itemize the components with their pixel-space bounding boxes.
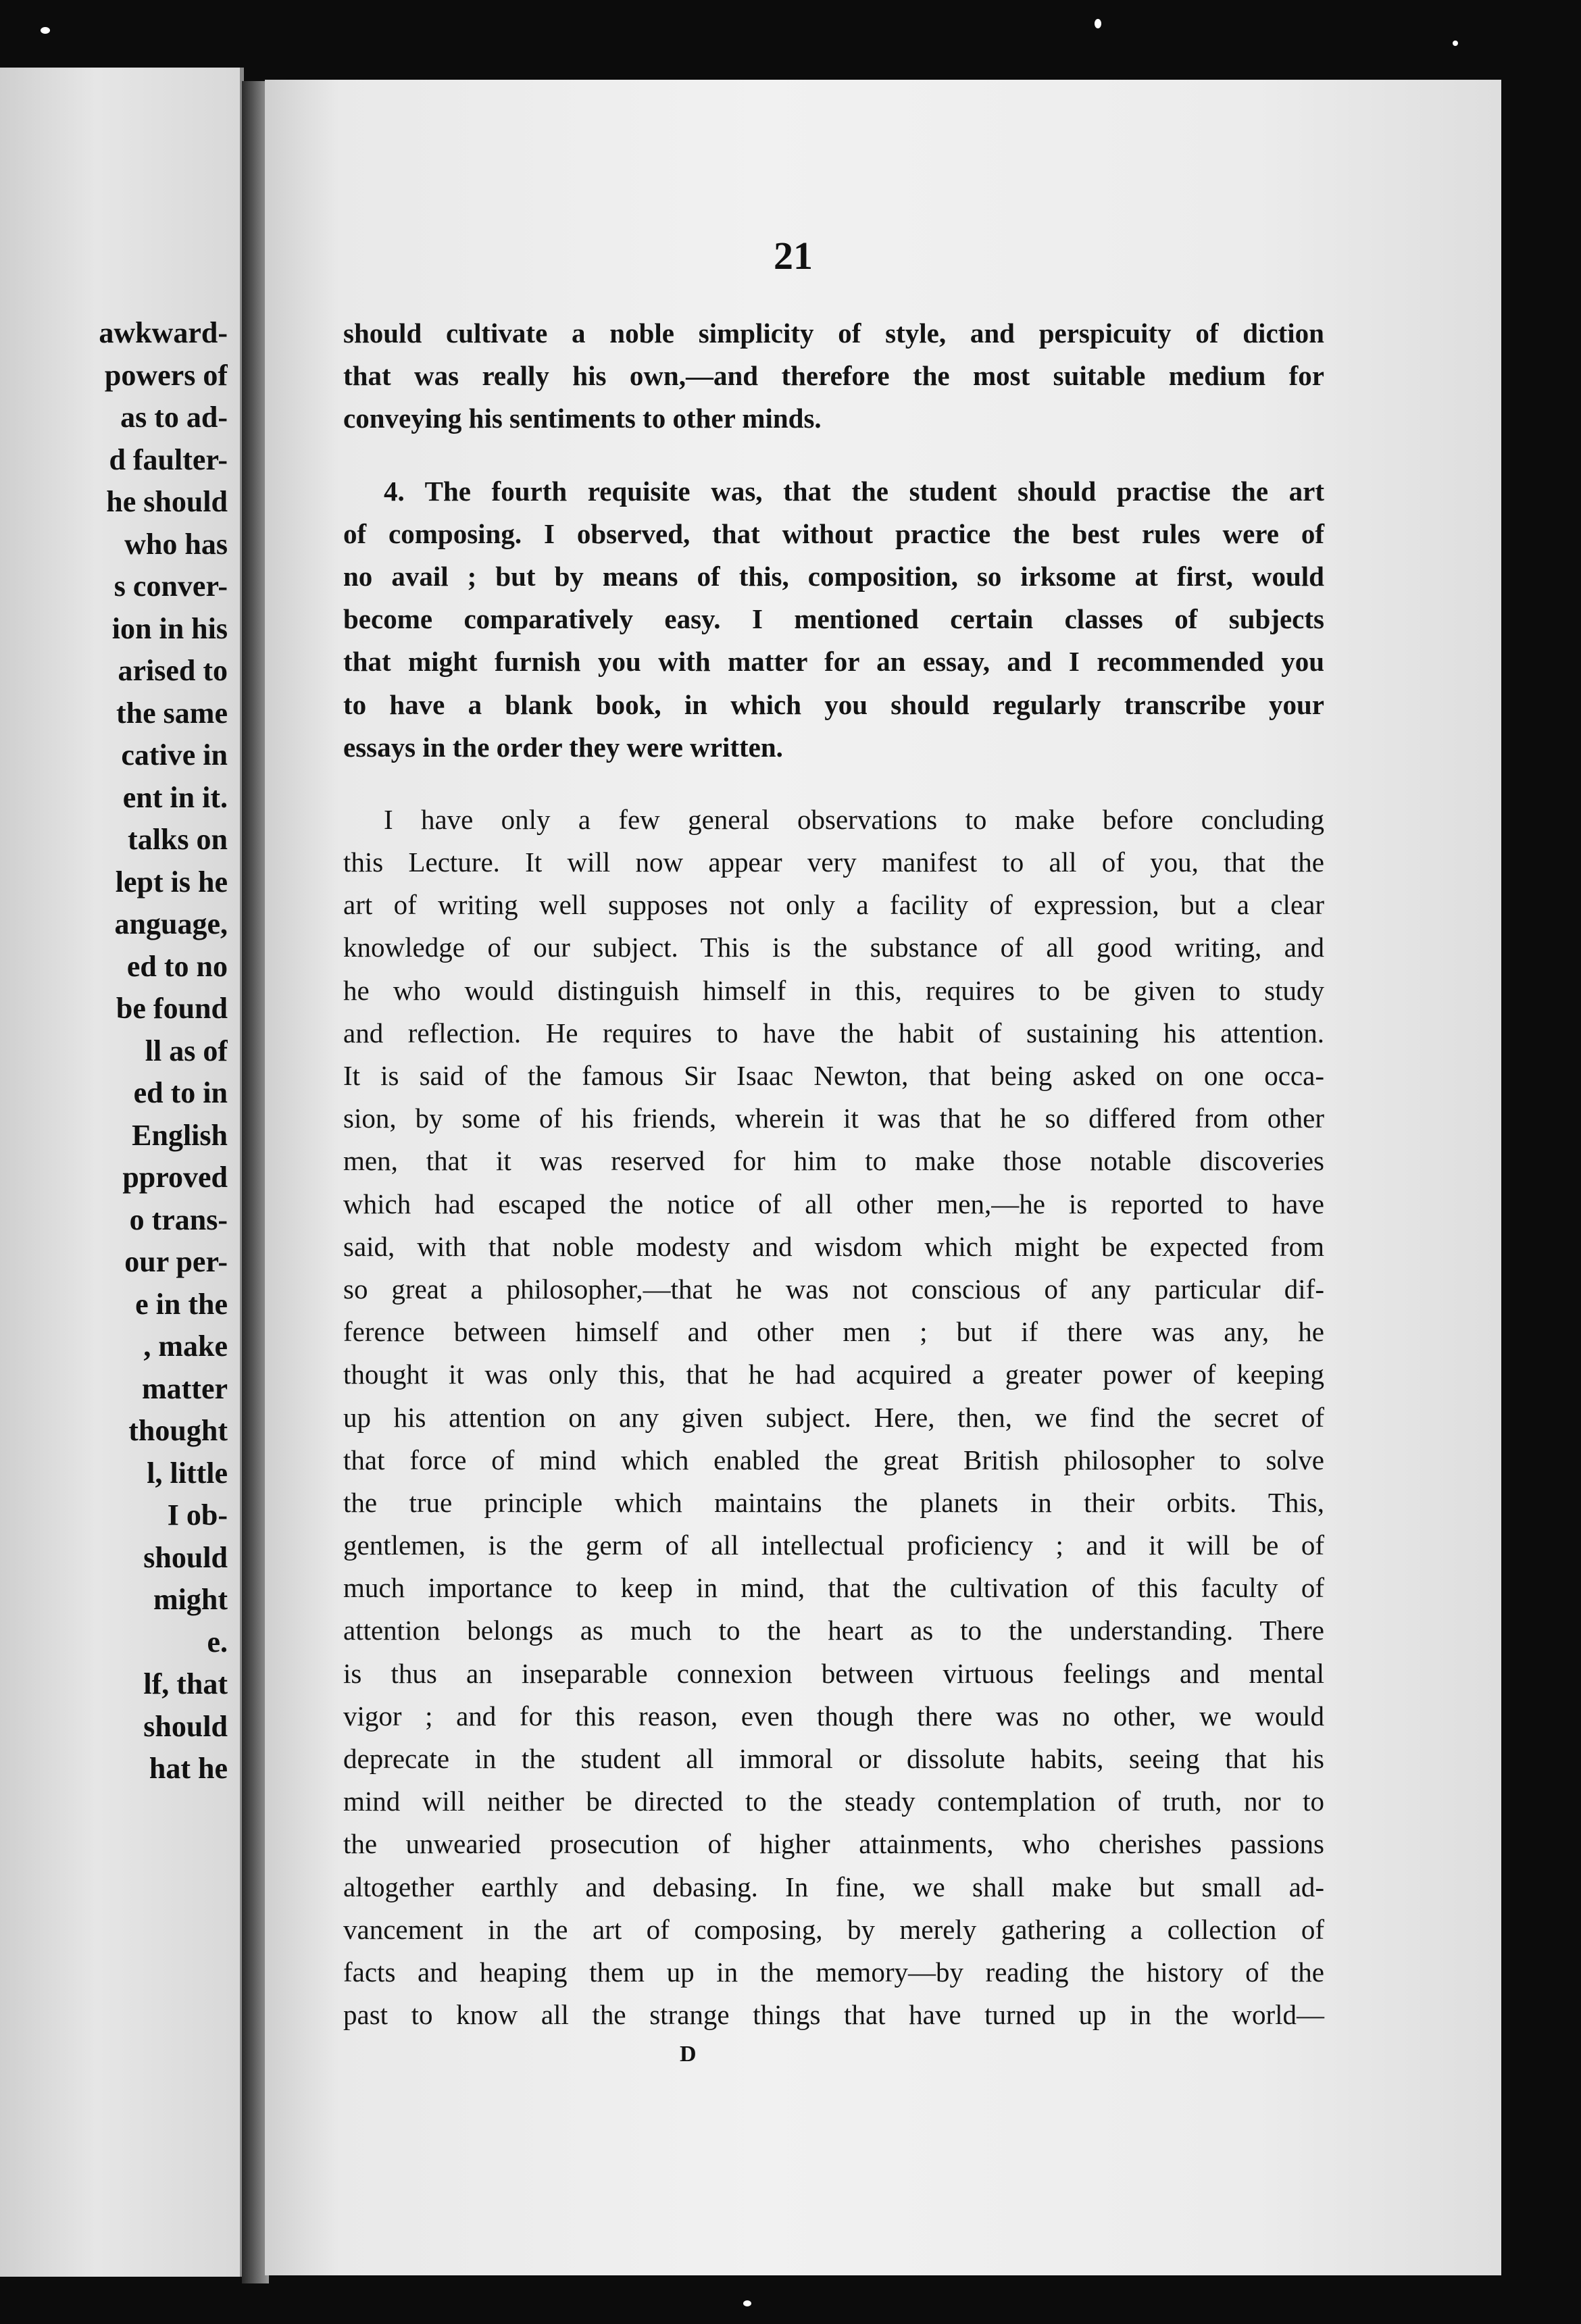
previous-page-line: cative in — [121, 738, 228, 772]
previous-page-line: awkward- — [99, 316, 228, 349]
previous-page-line: e. — [207, 1625, 228, 1659]
previous-page-line: anguage, — [114, 907, 228, 940]
previous-page-line: I ob- — [167, 1498, 228, 1532]
text-line: altogether earthly and debasing. In fine, we shall make but small ad- — [343, 1871, 1324, 1902]
paragraph — [343, 470, 1324, 769]
text-line: that was really his own,—and therefore the most suitable medium for — [343, 360, 1324, 392]
previous-page-line: our per- — [124, 1245, 228, 1278]
text-line: 4. The fourth requisite was, that the student should practise the art — [384, 475, 1324, 507]
text-line: the true principle which maintains the planets in their orbits. This, — [343, 1486, 1324, 1518]
previous-page-line: ent in it. — [122, 780, 228, 814]
text-line: vancement in the art of composing, by merely gathering a collection of — [343, 1913, 1324, 1945]
previous-page-text — [0, 312, 228, 1790]
text-line: essays in the order they were written. — [343, 731, 783, 763]
previous-page-line: talks on — [128, 823, 228, 856]
text-line: up his attention on any given subject. Here, then, we find the secret of — [343, 1401, 1324, 1433]
text-line: gentlemen, is the germ of all intellectual proficiency ; and it will be of — [343, 1530, 1324, 1561]
previous-page-line: o trans- — [129, 1203, 228, 1236]
previous-page-line: hat he — [149, 1752, 228, 1785]
scan-speck — [1095, 19, 1101, 28]
previous-page-line: lept is he — [115, 865, 228, 899]
text-line: art of writing well supposes not only a facility of expression, but a clear — [343, 889, 1324, 921]
previous-page-line: lf, that — [143, 1667, 228, 1700]
paragraph-gap — [343, 440, 1324, 470]
previous-page-line: ion in his — [111, 611, 228, 645]
previous-page-line: ed to in — [133, 1076, 228, 1109]
text-line: that might furnish you with matter for an essay, and I recommended you — [343, 646, 1324, 678]
previous-page-line: the same — [116, 696, 228, 730]
text-line: I have only a few general observations to make before concluding — [384, 803, 1324, 835]
previous-page-line: ed to no — [126, 949, 228, 983]
text-line: the unwearied prosecution of higher attainments, who cherishes passions — [343, 1828, 1324, 1860]
text-line: knowledge of our subject. This is the substance of all good writing, and — [343, 932, 1324, 963]
text-line: ference between himself and other men ; but if there was any, he — [343, 1316, 1324, 1348]
previous-page-line: pproved — [122, 1161, 228, 1194]
text-line: no avail ; but by means of this, composition, so irksome at first, would — [343, 560, 1324, 592]
text-line: of composing. I observed, that without practice the best rules were of — [343, 517, 1324, 549]
previous-page-line: who has — [124, 527, 228, 561]
previous-page-line: might — [153, 1583, 228, 1616]
scan-speck — [41, 27, 50, 34]
scan-speck — [743, 2300, 751, 2306]
previous-page-line: English — [132, 1118, 228, 1152]
page-number: 21 — [774, 234, 813, 278]
previous-page-line: l, little — [147, 1456, 228, 1490]
previous-page-line: should — [143, 1709, 228, 1743]
previous-page-line: he should — [106, 485, 228, 518]
previous-page-line: d faulter- — [109, 443, 228, 476]
paragraph-gap — [343, 769, 1324, 799]
previous-page-line: arised to — [118, 654, 228, 687]
text-line: sion, by some of his friends, wherein it was that he so differed from other — [343, 1103, 1324, 1134]
previous-page-line: thought — [128, 1414, 228, 1447]
text-line: this Lecture. It will now appear very manifest to all of you, that the — [343, 847, 1324, 878]
text-line: deprecate in the student all immoral or dissolute habits, seeing that his — [343, 1743, 1324, 1774]
previous-page-edge — [0, 68, 244, 2277]
text-line: and reflection. He requires to have the habit of sustaining his attention. — [343, 1017, 1324, 1049]
paragraph — [343, 312, 1324, 440]
text-line: which had escaped the notice of all other men,—he is reported to have — [343, 1188, 1324, 1219]
text-line: much importance to keep in mind, that the cultivation of this faculty of — [343, 1572, 1324, 1604]
previous-page-line: e in the — [135, 1287, 228, 1321]
text-line: should cultivate a noble simplicity of style, and perspicuity of diction — [343, 318, 1324, 349]
text-line: It is said of the famous Sir Isaac Newton, that being asked on one occa- — [343, 1060, 1324, 1091]
text-line: thought it was only this, that he had acquired a greater power of keeping — [343, 1359, 1324, 1390]
previous-page-line: powers of — [104, 358, 228, 392]
previous-page-line: matter — [141, 1371, 228, 1405]
text-line: become comparatively easy. I mentioned certain classes of subjects — [343, 603, 1324, 635]
page-body-text — [343, 312, 1324, 2036]
text-line: said, with that noble modesty and wisdom which might be expected from — [343, 1230, 1324, 1262]
scan-speck — [1453, 41, 1458, 46]
text-line: that force of mind which enabled the great British philosopher to solve — [343, 1444, 1324, 1475]
previous-page-line: s conver- — [114, 570, 228, 603]
previous-page-line: be found — [116, 992, 228, 1025]
previous-page-line: , make — [143, 1330, 228, 1363]
text-line: mind will neither be directed to the steady contemplation of truth, nor to — [343, 1786, 1324, 1817]
previous-page-line: should — [143, 1540, 228, 1574]
previous-page-line: as to ad- — [120, 401, 228, 434]
text-line: attention belongs as much to the heart as to the understanding. There — [343, 1615, 1324, 1646]
printer-signature-mark: D — [680, 2042, 697, 2067]
text-line: is thus an inseparable connexion between virtuous feelings and mental — [343, 1657, 1324, 1689]
paragraph — [343, 799, 1324, 2036]
text-line: to have a blank book, in which you should regularly transcribe your — [343, 688, 1324, 720]
text-line: past to know all the strange things that have turned up in the world— — [343, 1999, 1324, 2031]
text-line: vigor ; and for this reason, even though there was no other, we would — [343, 1700, 1324, 1732]
text-line: so great a philosopher,—that he was not conscious of any particular dif- — [343, 1273, 1324, 1305]
previous-page-line: ll as of — [145, 1034, 228, 1067]
text-line: facts and heaping them up in the memory—by reading the history of the — [343, 1956, 1324, 1988]
text-line: he who would distinguish himself in this, requires to be given to study — [343, 974, 1324, 1006]
text-line: men, that it was reserved for him to make those notable discoveries — [343, 1145, 1324, 1177]
text-line: conveying his sentiments to other minds. — [343, 403, 822, 434]
